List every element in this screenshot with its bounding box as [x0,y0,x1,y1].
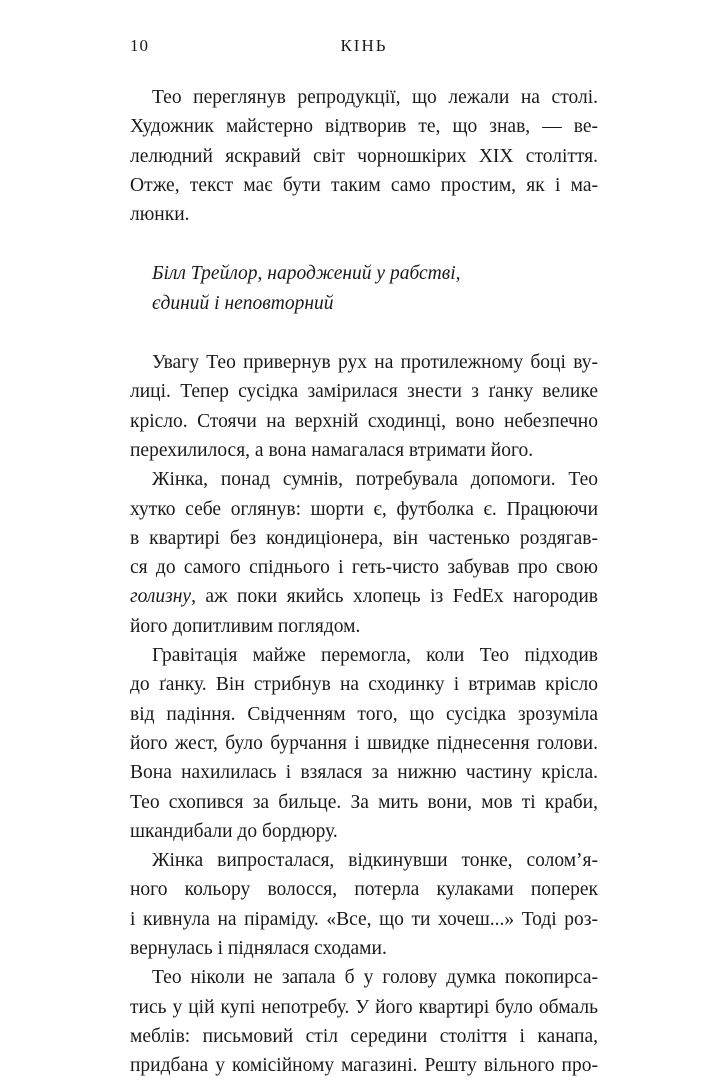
text-line: крісло. Стоячи на верхній сходинці, воно небезпечно [130,410,598,432]
text-line [130,582,598,611]
page-number: 10 [130,36,149,55]
text-line: від падіння. Свідченням того, що сусідка зрозуміла [130,703,598,725]
text-line: ся до самого спіднього і геть-чисто забував про свою [130,557,598,579]
paragraph [130,963,598,1080]
text-line: лиці. Тепер сусідка замірилася знести з ґанку велике [130,381,598,403]
running-head [130,36,598,60]
text-line: до ґанку. Він стрибнув на сходинку і втримав крісло [130,674,598,696]
text-line: Жінка випросталася, відкинувши тонке, солом’я- [152,850,598,872]
text-line: меблів: письмовий стіл середини століття і канапа, [130,1025,598,1047]
paragraph [130,641,598,846]
text-line: лелюдний яскравий світ чорношкірих XIX століття. [130,145,598,167]
text-line: люнки. [130,204,190,226]
epigraph-line: єдиний і неповторний [152,292,334,314]
text-line: хутко себе оглянув: шорти є, футболка є. Працюючи [130,498,598,520]
italic-word: голизну [130,586,192,608]
text-line: Тео переглянув репродукції, що лежали на столі. [152,87,598,108]
epigraph [130,259,598,318]
text-line: Художник майстерно відтворив те, що знав, — ве- [130,116,598,138]
text-line: його жест, було бурчання і швидке піднесення голови. [130,732,598,754]
section-gap [130,229,598,259]
text-line: тись у цій купі непотребу. У його квартирі було обмаль [130,996,598,1018]
text-line: придбана у комісійному магазині. Решту вільного про- [130,1055,598,1077]
paragraph [130,465,598,641]
section-gap [130,318,598,348]
text-line: вернулась і піднялася сходами. [130,938,387,960]
text-line: шкандибали до бордюру. [130,820,338,842]
text-line: його допитливим поглядом. [130,615,361,637]
paragraph [130,846,598,963]
text-line: перехилилося, а вона намагалася втримати його. [130,439,534,461]
running-title: КІНЬ [340,36,388,55]
epigraph-line: Білл Трейлор, народжений у рабстві, [152,263,461,285]
text-line: Вона нахилилась і взялася за нижню частину крісла. [130,762,598,784]
text-line: в квартирі без кондиціонера, він частенько роздягав- [130,527,598,549]
text-line: Отже, текст має бути таким само простим, як і ма- [130,174,598,196]
text-line: Увагу Тео привернув рух на протилежному боці ву- [152,352,598,374]
body-text [130,83,598,1081]
text-line: Тео схопився за бильце. За мить вони, мов ті краби, [130,791,598,813]
text-fragment: , аж поки якийсь хлопець із FedEx нагородив [191,586,598,608]
text-line: Жінка, понад сумнів, потребувала допомоги. Тео [152,469,598,491]
text-line: ного кольору волосся, потерла кулаками поперек [130,879,598,901]
text-line: Тео ніколи не запала б у голову думка покопирса- [152,967,598,989]
paragraph [130,83,598,229]
paragraph [130,348,598,465]
text-line: Гравітація майже перемогла, коли Тео підходив [152,645,598,667]
text-line: і кивнула на піраміду. «Все, що ти хочеш...» Тоді роз- [130,908,598,930]
